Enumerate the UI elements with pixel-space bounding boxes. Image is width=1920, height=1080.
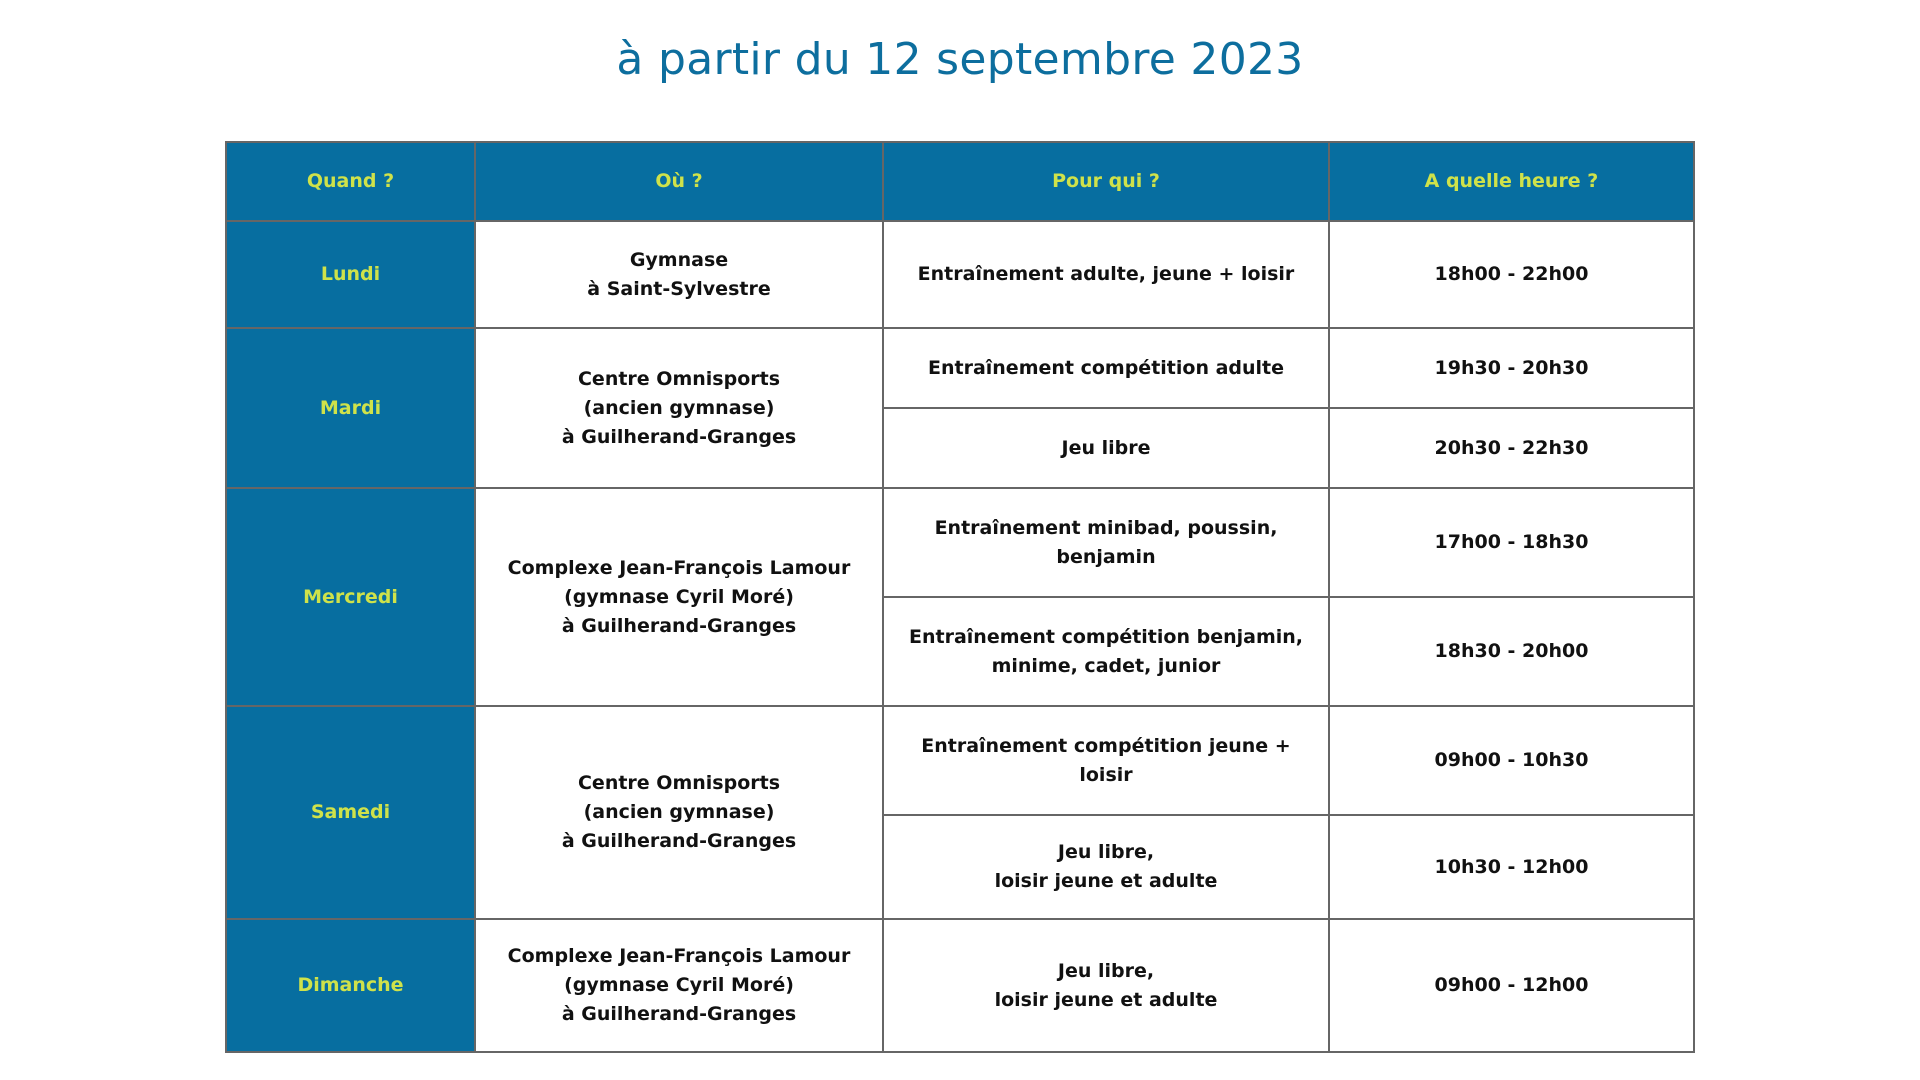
time-cell: 17h00 - 18h30 <box>1329 488 1694 597</box>
header-where: Où ? <box>475 142 883 221</box>
table-row <box>226 706 1694 815</box>
time-cell: 09h00 - 10h30 <box>1329 706 1694 815</box>
time-cell: 10h30 - 12h00 <box>1329 815 1694 919</box>
table-row <box>226 328 1694 408</box>
table-row <box>226 221 1694 328</box>
audience-cell: Entraînement compétition benjamin, minime, cadet, junior <box>883 597 1329 706</box>
table-header-row <box>226 142 1694 221</box>
audience-cell: Entraînement compétition jeune + loisir <box>883 706 1329 815</box>
audience-cell: Jeu libre, loisir jeune et adulte <box>883 815 1329 919</box>
table-row <box>226 488 1694 597</box>
time-cell: 18h30 - 20h00 <box>1329 597 1694 706</box>
day-label: Mardi <box>226 328 475 488</box>
place-cell: Centre Omnisports (ancien gymnase) à Guilherand-Granges <box>475 706 883 919</box>
table-row <box>226 919 1694 1052</box>
day-label: Lundi <box>226 221 475 328</box>
place-cell: Complexe Jean-François Lamour (gymnase Cyril Moré) à Guilherand-Granges <box>475 488 883 706</box>
audience-cell: Entraînement minibad, poussin, benjamin <box>883 488 1329 597</box>
audience-cell: Entraînement adulte, jeune + loisir <box>883 221 1329 328</box>
schedule-table <box>225 141 1695 1053</box>
time-cell: 09h00 - 12h00 <box>1329 919 1694 1052</box>
audience-cell: Jeu libre, loisir jeune et adulte <box>883 919 1329 1052</box>
time-cell: 20h30 - 22h30 <box>1329 408 1694 488</box>
header-when: Quand ? <box>226 142 475 221</box>
page-title: à partir du 12 septembre 2023 <box>616 34 1304 85</box>
place-cell: Gymnase à Saint-Sylvestre <box>475 221 883 328</box>
place-cell: Centre Omnisports (ancien gymnase) à Guilherand-Granges <box>475 328 883 488</box>
day-label: Dimanche <box>226 919 475 1052</box>
audience-cell: Entraînement compétition adulte <box>883 328 1329 408</box>
day-label: Mercredi <box>226 488 475 706</box>
audience-cell: Jeu libre <box>883 408 1329 488</box>
header-what-time: A quelle heure ? <box>1329 142 1694 221</box>
place-cell: Complexe Jean-François Lamour (gymnase Cyril Moré) à Guilherand-Granges <box>475 919 883 1052</box>
header-for-whom: Pour qui ? <box>883 142 1329 221</box>
time-cell: 19h30 - 20h30 <box>1329 328 1694 408</box>
day-label: Samedi <box>226 706 475 919</box>
time-cell: 18h00 - 22h00 <box>1329 221 1694 328</box>
